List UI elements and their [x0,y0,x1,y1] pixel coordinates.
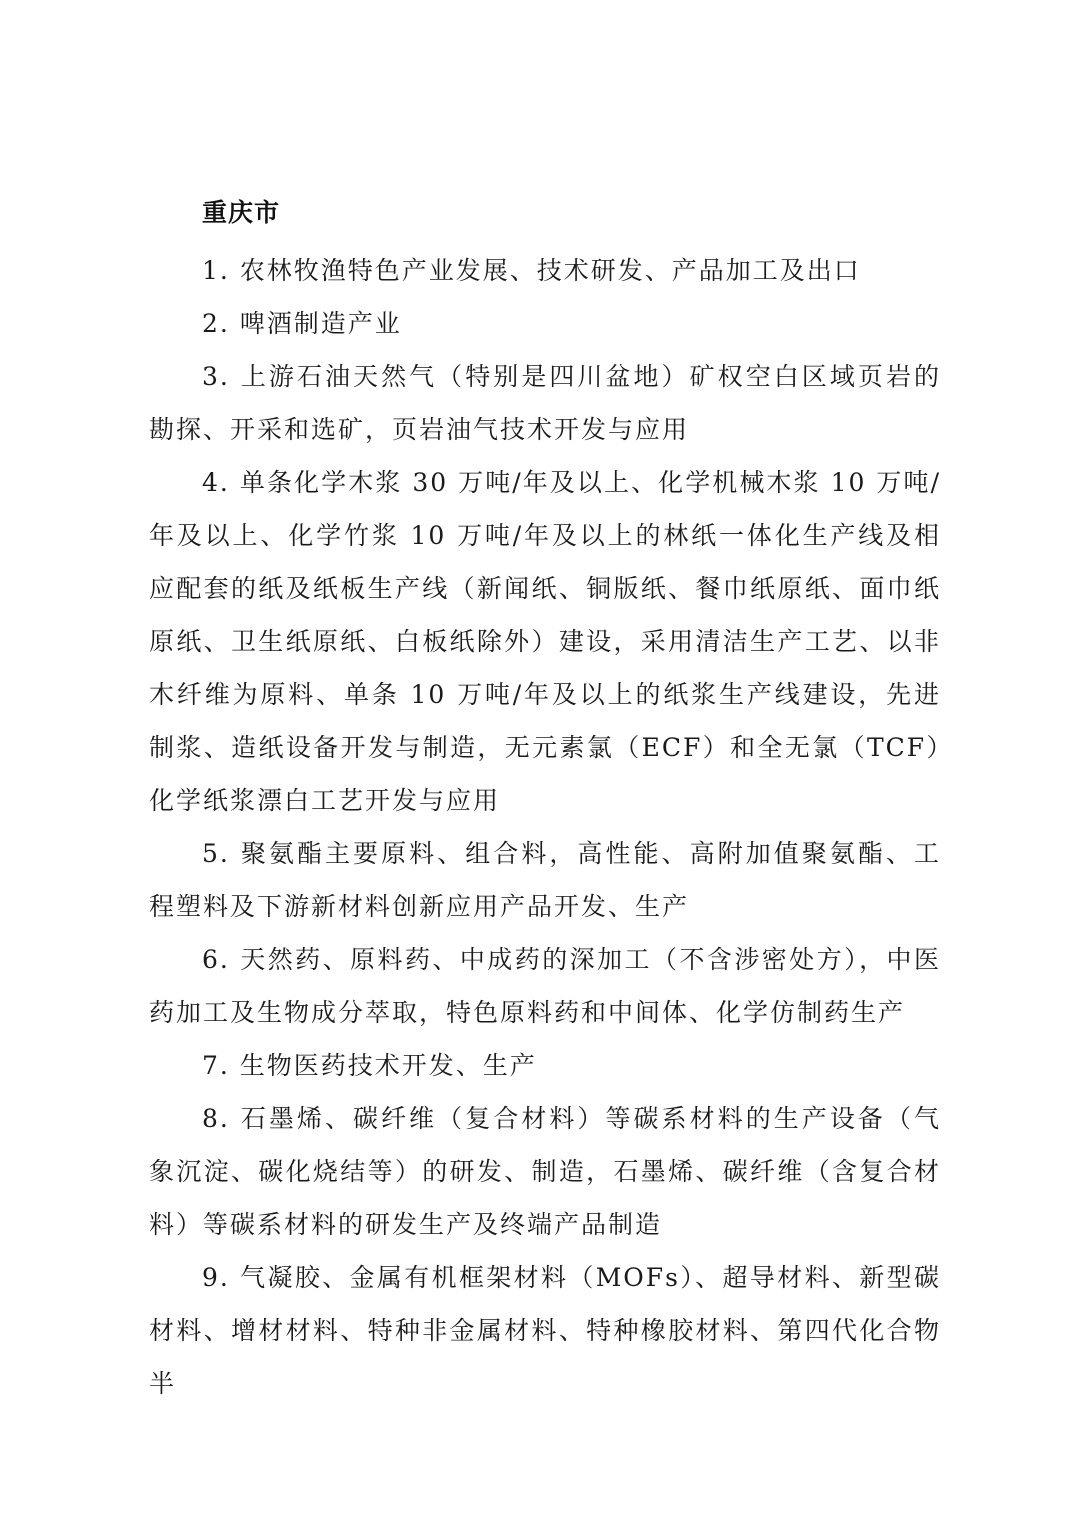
list-item-7: 7. 生物医药技术开发、生产 [202,1051,537,1080]
list-item-1: 1. 农林牧渔特色产业发展、技术研发、产品加工及出口 [202,256,861,285]
list-item-8: 8. 石墨烯、碳纤维（复合材料）等碳系材料的生产设备（气象沉淀、碳化烧结等）的研发、制造，石墨烯、碳纤维（含复合材料）等碳系材料的研发生产及终端产品制造 [149,1104,941,1239]
list-item-6: 6. 天然药、原料药、中成药的深加工（不含涉密处方），中医药加工及生物成分萃取，特色原料药和中间体、化学仿制药生产 [149,945,941,1027]
document-body [149,244,941,1410]
list-item-3: 3. 上游石油天然气（特别是四川盆地）矿权空白区域页岩的勘探、开采和选矿，页岩油气技术开发与应用 [149,362,941,444]
list-item-5: 5. 聚氨酯主要原料、组合料，高性能、高附加值聚氨酯、工程塑料及下游新材料创新应用产品开发、生产 [149,839,941,921]
section-heading: 重庆市 [202,198,281,227]
list-item-4: 4. 单条化学木浆 30 万吨/年及以上、化学机械木浆 10 万吨/年及以上、化学竹浆 10 万吨/年及以上的林纸一体化生产线及相应配套的纸及纸板生产线（新闻纸、铜版纸、餐巾纸原纸、面巾纸原纸、卫生纸原纸、白板纸除外）建设，采用清洁生产工艺、以非木纤维为原料、单条 10 万吨/年及以上的纸浆生产线建设，先进制浆、造纸设备开发与制造，无元素氯（ECF）和全无氯（TCF）化学纸浆漂白工艺开发与应用 [149,468,941,815]
list-item-2: 2. 啤酒制造产业 [202,309,402,338]
list-item-9: 9. 气凝胶、金属有机框架材料（MOFs）、超导材料、新型碳材料、增材材料、特种非金属材料、特种橡胶材料、第四代化合物半 [149,1263,941,1398]
